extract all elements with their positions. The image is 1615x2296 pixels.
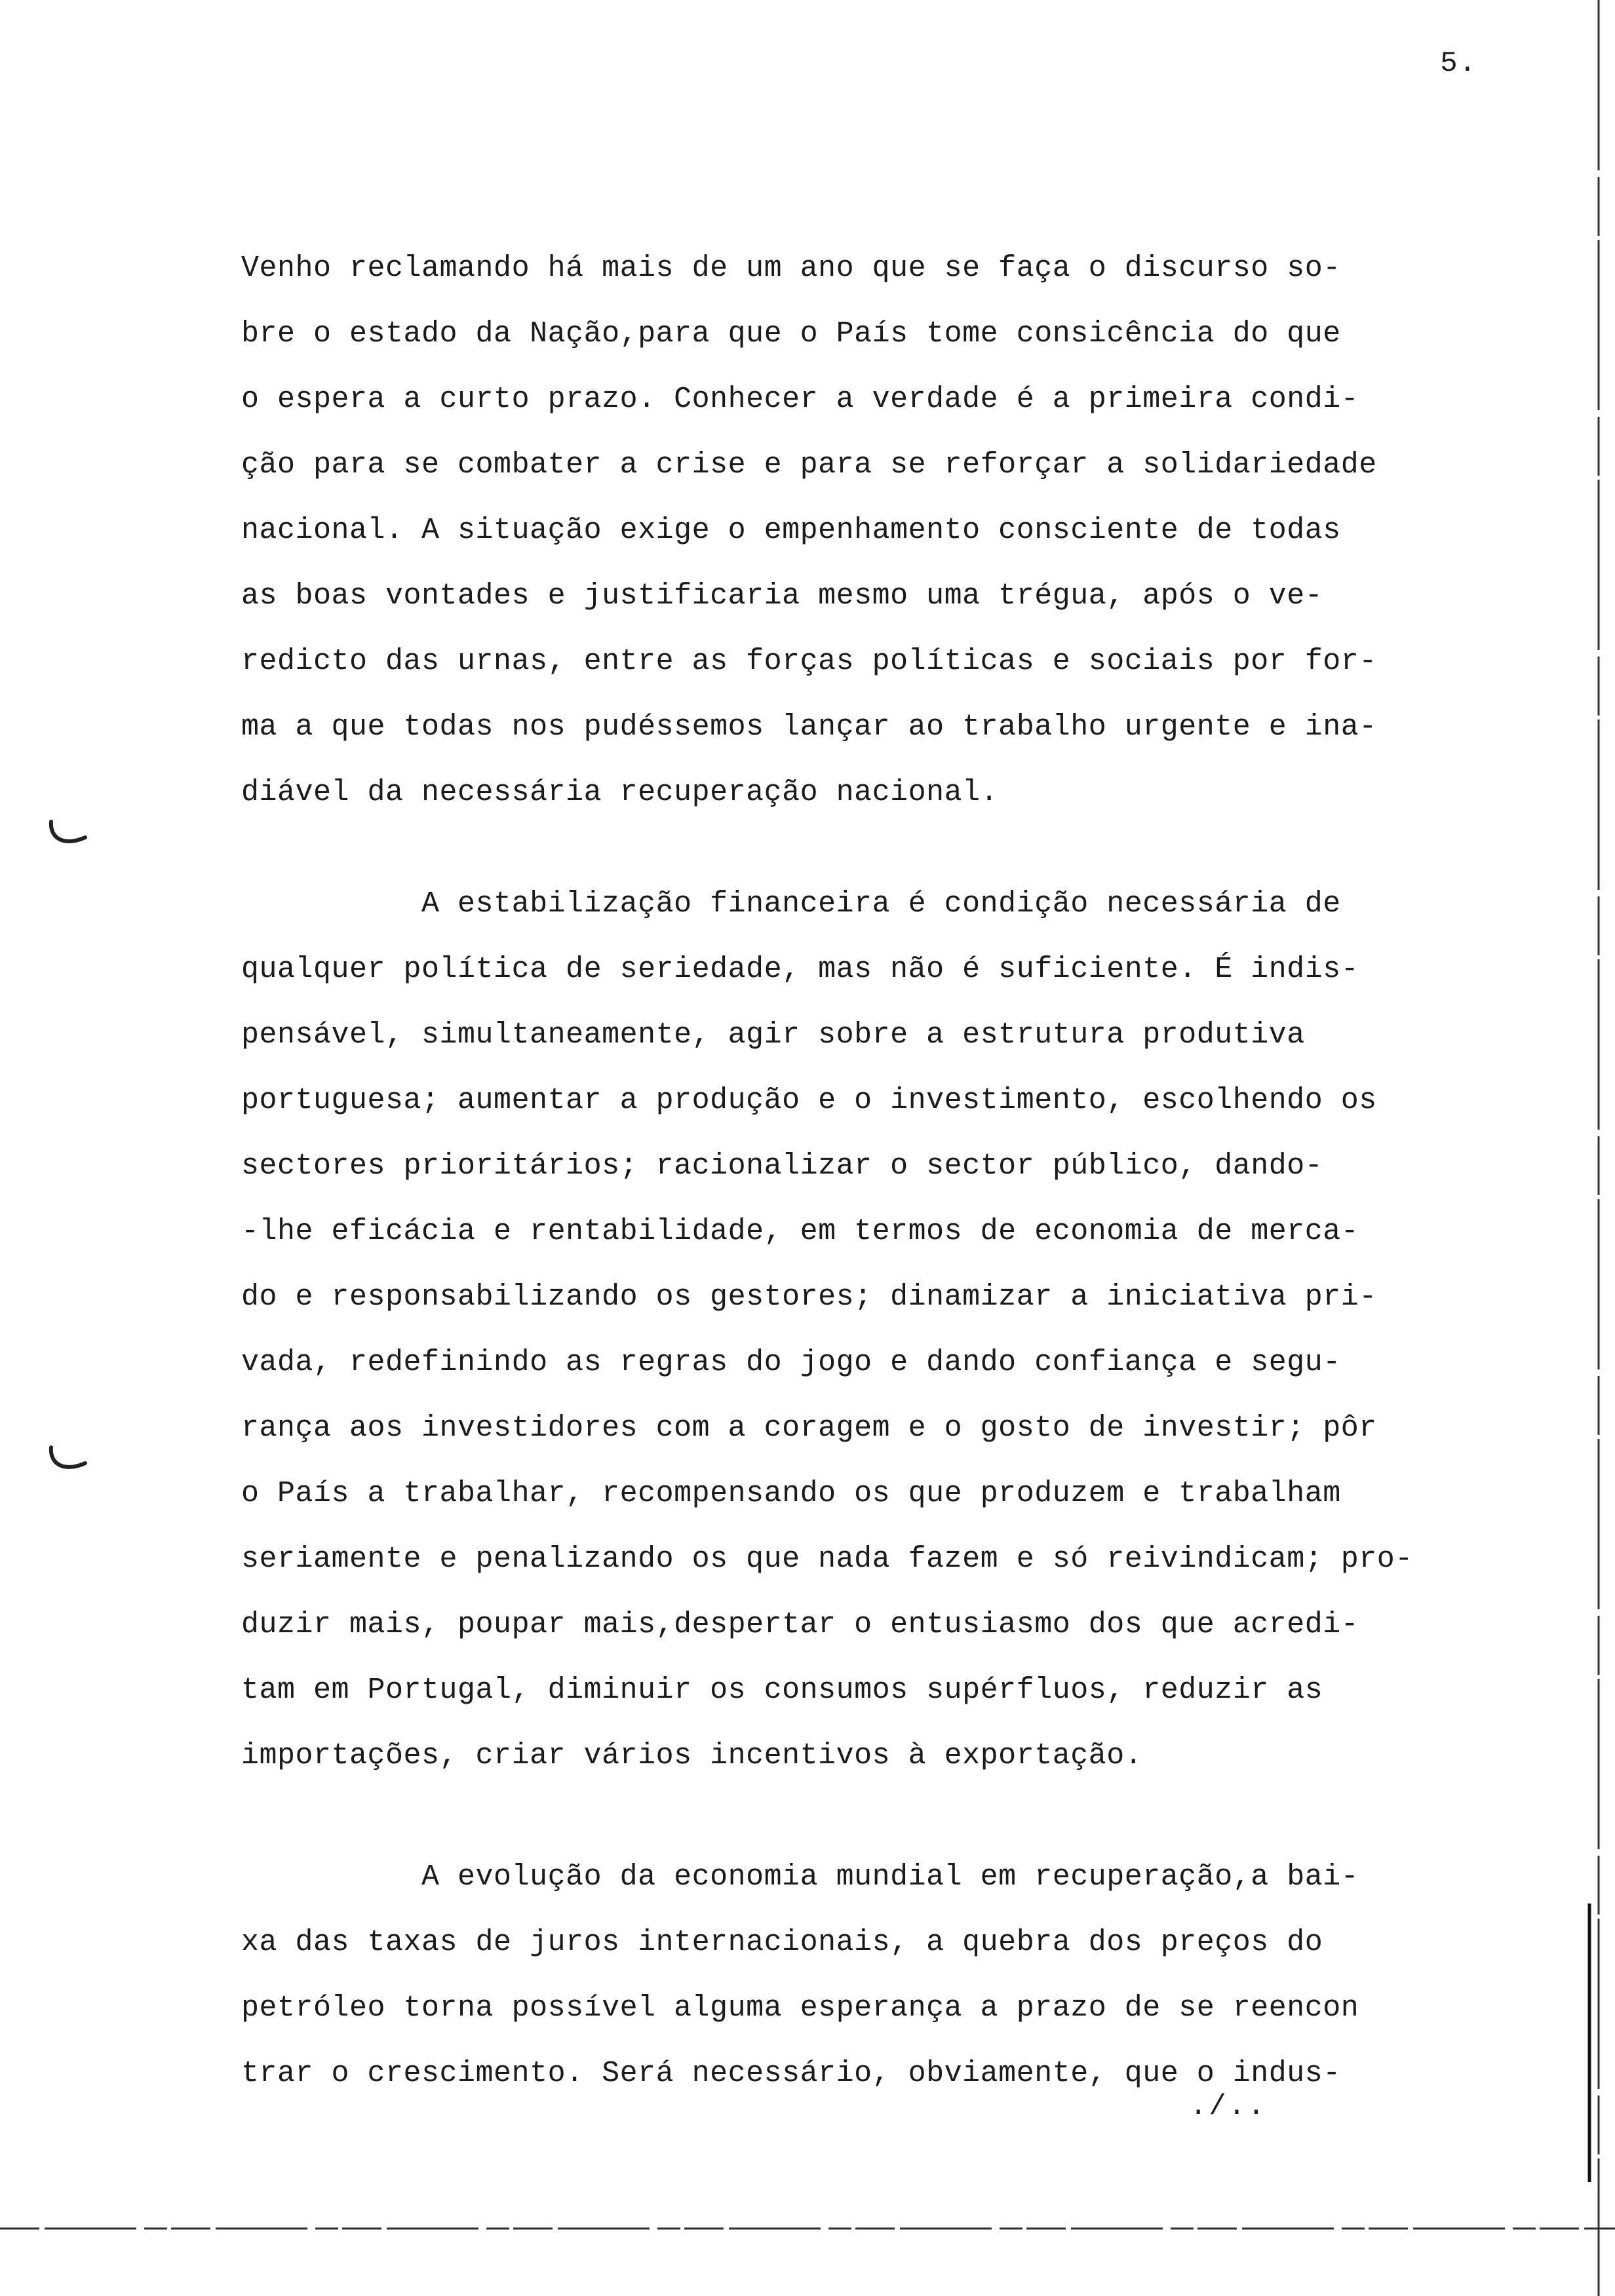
scan-edge-line — [0, 2223, 1615, 2234]
paragraph-3 — [241, 1845, 1526, 2107]
text-line: ma a que todas nos pudéssemos lançar ao trabalho urgente e ina- — [241, 710, 1377, 744]
text-line: rança aos investidores com a coragem e o gosto de investir; pôr — [241, 1411, 1377, 1445]
binder-hole-mark-icon — [46, 1438, 92, 1484]
scan-edge-line — [1570, 0, 1615, 2296]
text-line: Venho reclamando há mais de um ano que se faça o discurso so- — [241, 252, 1341, 285]
text-line: importações, criar vários incentivos à exportação. — [241, 1739, 1143, 1772]
text-line: pensável, simultaneamente, agir sobre a estrutura produtiva — [241, 1018, 1305, 1052]
text-line: redicto das urnas, entre as forças políticas e sociais por for- — [241, 645, 1377, 678]
text-line: seriamente e penalizando os que nada fazem e só reivindicam; pro- — [241, 1542, 1413, 1576]
binder-hole-mark-icon — [46, 813, 92, 858]
text-line: A evolução da economia mundial em recuperação,a bai- — [241, 1860, 1359, 1894]
paragraph-2 — [241, 871, 1526, 1789]
text-line: ção para se combater a crise e para se reforçar a solidariedade — [241, 448, 1377, 482]
text-line: A estabilização financeira é condição necessária de — [241, 887, 1341, 921]
page-number: 5. — [1440, 47, 1477, 80]
text-line: -lhe eficácia e rentabilidade, em termos de economia de merca- — [241, 1215, 1359, 1248]
text-line: as boas vontades e justificaria mesmo uma trégua, após o ve- — [241, 579, 1323, 613]
text-line: xa das taxas de juros internacionais, a quebra dos preços do — [241, 1926, 1323, 1959]
text-line: tam em Portugal, diminuir os consumos supérfluos, reduzir as — [241, 1674, 1323, 1707]
text-line: duzir mais, poupar mais,despertar o entusiasmo dos que acredi- — [241, 1608, 1359, 1641]
text-line: o espera a curto prazo. Conhecer a verdade é a primeira condi- — [241, 383, 1359, 416]
text-line: trar o crescimento. Será necessário, obviamente, que o indus- — [241, 2057, 1341, 2090]
text-line: o País a trabalhar, recompensando os que produzem e trabalham — [241, 1477, 1341, 1510]
paragraph-1 — [241, 236, 1526, 826]
text-line: portuguesa; aumentar a produção e o investimento, escolhendo os — [241, 1084, 1377, 1117]
text-line: sectores prioritários; racionalizar o sector público, dando- — [241, 1149, 1323, 1183]
text-line: vada, redefinindo as regras do jogo e dando confiança e segu- — [241, 1346, 1341, 1379]
continuation-mark: ./.. — [1190, 2090, 1267, 2123]
text-line: petróleo torna possível alguma esperança a prazo de se reencon — [241, 1991, 1359, 2025]
text-line: bre o estado da Nação,para que o País tome consicência do que — [241, 317, 1341, 351]
text-line: qualquer política de seriedade, mas não é suficiente. É indis- — [241, 953, 1359, 986]
text-line: do e responsabilizando os gestores; dinamizar a iniciativa pri- — [241, 1280, 1377, 1314]
text-line: diável da necessária recuperação nacional. — [241, 776, 999, 809]
text-line: nacional. A situação exige o empenhamento consciente de todas — [241, 514, 1341, 547]
